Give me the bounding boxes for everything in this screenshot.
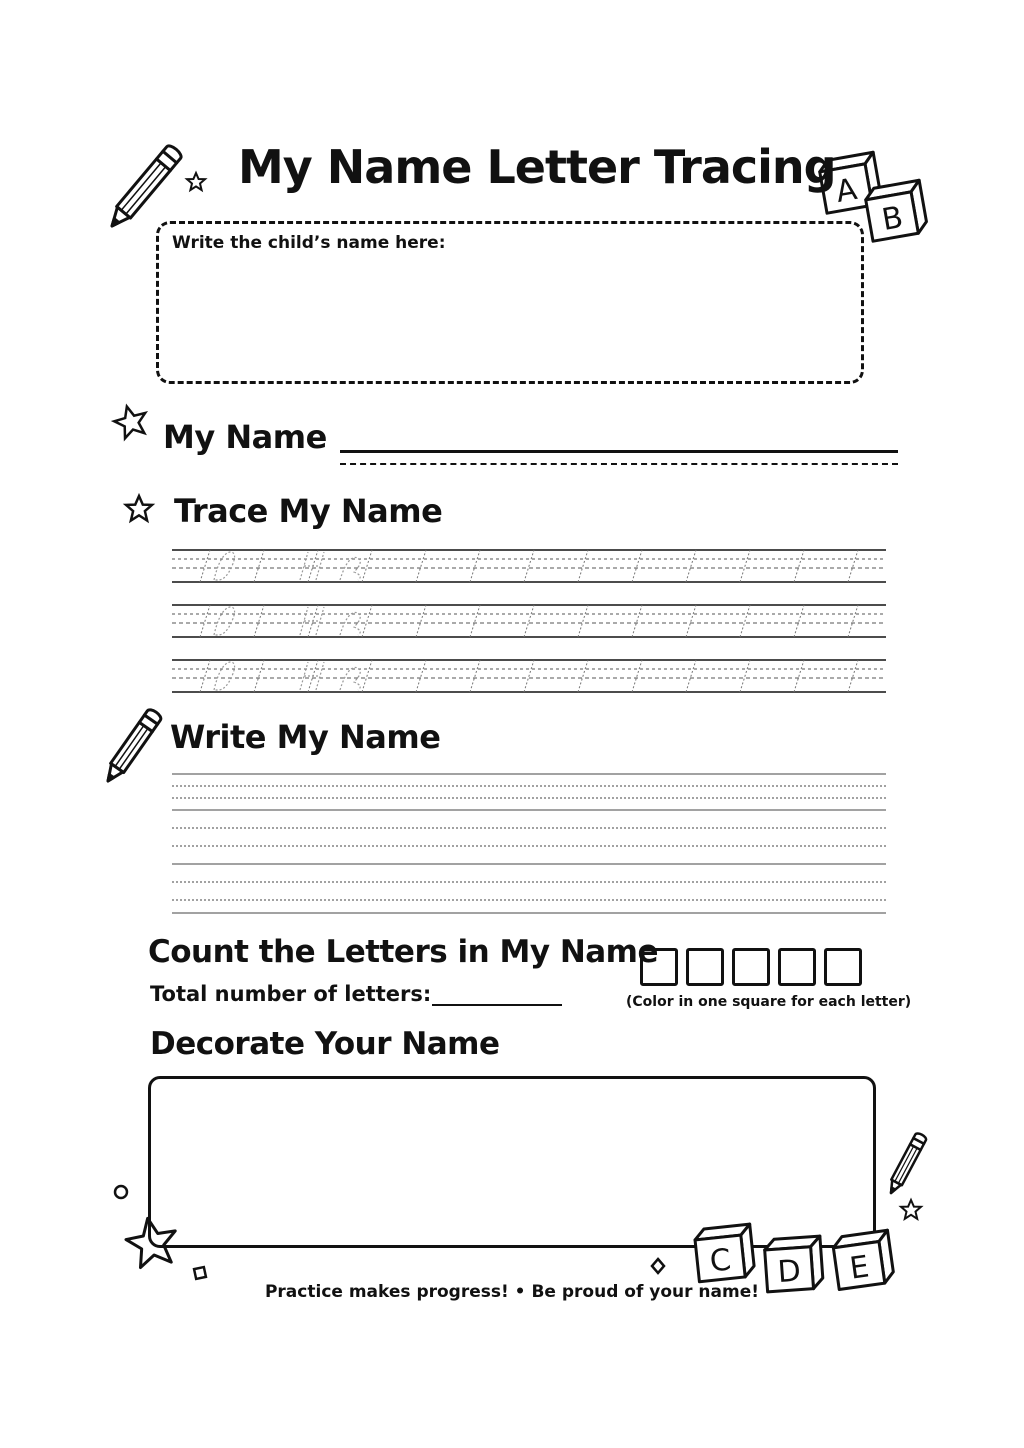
footer-text: Practice makes progress! • Be proud of your name!: [264, 1282, 760, 1302]
color-note: (Color in one square for each letter): [626, 994, 912, 1010]
trace-heading: Trace My Name: [174, 492, 443, 530]
total-letters-label: Total number of letters:: [150, 982, 432, 1006]
child-name-label: Write the child’s name here:: [172, 233, 446, 253]
page-title: My Name Letter Tracing: [238, 140, 836, 194]
abc-block-icon: [832, 1230, 895, 1289]
write-heading: Write My Name: [170, 718, 441, 756]
svg-text:B: B: [879, 199, 906, 239]
count-heading: Count the Letters in My Name: [148, 934, 659, 970]
decorate-heading: Decorate Your Name: [150, 1026, 500, 1062]
block-letter: C: [708, 1242, 733, 1280]
svg-text:A: A: [833, 171, 860, 211]
abc-block-icon: [694, 1224, 755, 1282]
block-letter: D: [776, 1253, 803, 1291]
my-name-heading: My Name: [163, 418, 327, 456]
block-letter: E: [847, 1249, 872, 1287]
